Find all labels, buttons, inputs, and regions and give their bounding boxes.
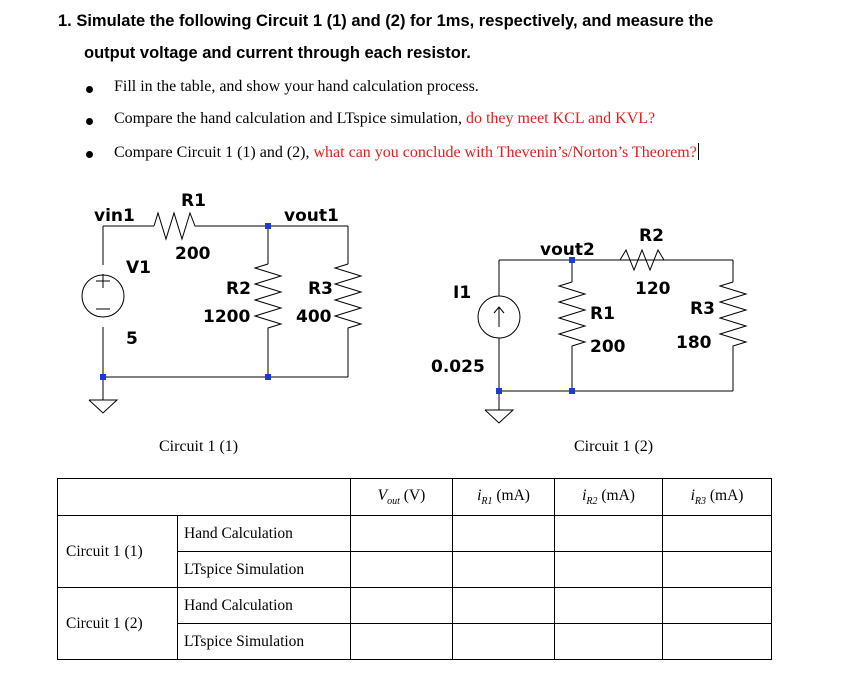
ground-symbol (485, 410, 513, 423)
resistor-r1 (154, 213, 199, 239)
r3-label: R3 (308, 279, 333, 299)
bullet-text-3: Compare Circuit 1 (1) and (2), what can you conclude with Thevenin’s/Norton’s Theorem? (114, 144, 697, 161)
header-vout: $V_{out}$ (V) (351, 479, 453, 516)
question-line-2: output voltage and current through each resistor. (84, 44, 471, 62)
value-cell[interactable] (351, 516, 453, 552)
v1-label: V1 (126, 258, 151, 278)
value-cell[interactable] (555, 588, 663, 624)
value-cell[interactable] (453, 588, 555, 624)
r2-label: R2 (226, 279, 251, 299)
node-dot (100, 374, 106, 380)
method-cell: Hand Calculation (178, 516, 351, 552)
method-cell: LTspice Simulation (178, 624, 351, 660)
row-label-circuit-1-1: Circuit 1 (1) (58, 516, 178, 588)
r2-value: 120 (635, 279, 671, 299)
value-cell[interactable] (555, 624, 663, 660)
node-label-vin1: vin1 (94, 206, 135, 226)
node-dot (569, 388, 575, 394)
header-ir3: $i_{R3}$ (mA) (663, 479, 772, 516)
row-label-circuit-1-2: Circuit 1 (2) (58, 588, 178, 660)
v1-value: 5 (126, 329, 138, 349)
node-dot (265, 374, 271, 380)
bullet-text-1: Fill in the table, and show your hand calculation process. (114, 78, 479, 95)
value-cell[interactable] (555, 552, 663, 588)
r3-value: 180 (676, 333, 712, 353)
method-cell: LTspice Simulation (178, 552, 351, 588)
r1-label: R1 (181, 191, 206, 211)
header-ir1: $i_{R1}$ (mA) (453, 479, 555, 516)
value-cell[interactable] (453, 552, 555, 588)
value-cell[interactable] (351, 552, 453, 588)
node-label-vout1: vout1 (284, 206, 339, 226)
node-dot (265, 223, 271, 229)
r1-value: 200 (590, 337, 626, 357)
resistor-r1 (559, 282, 585, 352)
bullet-text-2: Compare the hand calculation and LTspice simulation, do they meet KCL and KVL? (114, 110, 656, 127)
value-cell[interactable] (663, 516, 772, 552)
value-cell[interactable] (555, 516, 663, 552)
value-cell[interactable] (453, 624, 555, 660)
table-row (58, 516, 772, 552)
caption-circuit-1-1: Circuit 1 (1) (159, 438, 239, 455)
ground-symbol (89, 400, 117, 413)
table-row (58, 588, 772, 624)
value-cell[interactable] (453, 516, 555, 552)
r3-value: 400 (296, 307, 332, 327)
header-blank (58, 479, 351, 516)
method-cell: Hand Calculation (178, 588, 351, 624)
i1-value: 0.025 (431, 357, 485, 377)
resistor-r3 (720, 282, 746, 352)
value-cell[interactable] (351, 588, 453, 624)
value-cell[interactable] (663, 624, 772, 660)
table-header-row (58, 479, 772, 516)
question-line-1: 1. Simulate the following Circuit 1 (1) and (2) for 1ms, respectively, and measure the (58, 12, 714, 30)
node-dot (496, 388, 502, 394)
value-cell[interactable] (663, 588, 772, 624)
node-label-vout2: vout2 (540, 240, 595, 260)
resistor-r3 (335, 264, 361, 337)
value-cell[interactable] (663, 552, 772, 588)
header-ir2: $i_{R2}$ (mA) (555, 479, 663, 516)
results-table (57, 478, 772, 660)
caption-circuit-1-2: Circuit 1 (2) (574, 438, 654, 455)
r3-label: R3 (690, 299, 715, 319)
r2-value: 1200 (203, 307, 251, 327)
r1-value: 200 (175, 244, 211, 264)
resistor-r2 (255, 264, 281, 337)
i1-label: I1 (453, 283, 472, 303)
r1-label: R1 (590, 304, 615, 324)
r2-label: R2 (639, 226, 664, 246)
value-cell[interactable] (351, 624, 453, 660)
